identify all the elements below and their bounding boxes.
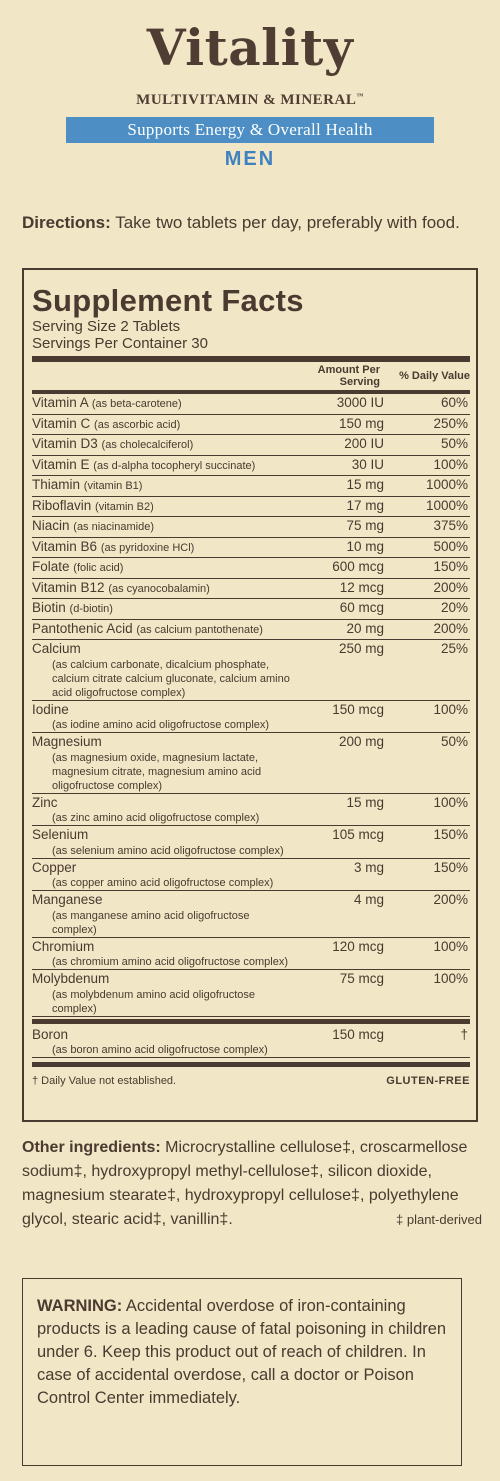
nutrient-dv: 60%: [440, 395, 468, 410]
other-ingredients: [22, 1136, 482, 1232]
table-row: [32, 620, 470, 641]
nutrient-name: Magnesium: [32, 734, 102, 749]
servings-per-container: Servings Per Container 30: [32, 335, 208, 352]
nutrient-note: (as chromium amino acid oligofructose complex): [52, 956, 288, 968]
nutrient-source: (as calcium pantothenate): [136, 623, 263, 636]
warning-box: [22, 1278, 462, 1466]
table-row: [32, 640, 470, 701]
nutrient-dv: 1000%: [425, 497, 468, 513]
nutrient-name: Pantothenic Acid: [32, 620, 133, 636]
nutrient-name: Zinc: [32, 794, 58, 810]
nutrient-dv: 100%: [433, 794, 468, 810]
nutrient-source: (as beta-carotene): [91, 398, 182, 410]
warning-text: Accidental overdose of iron-containing products is a leading cause of fatal poisoning in children under 6. Keep this product out of reach of children. In case of accidental overdose, call a doctor or Poison Control Center immediately.: [37, 1297, 447, 1407]
table-row: [32, 476, 470, 497]
nutrient-source: (as cholecalciferol): [101, 439, 194, 451]
nutrient-source: (vitamin B2): [95, 500, 154, 513]
nutrient-dv: 200%: [433, 579, 468, 595]
nutrient-amount: 60 mcg: [339, 600, 384, 615]
dv-header: % Daily Value: [399, 370, 470, 382]
nutrient-dv: 50%: [440, 734, 468, 749]
nutrient-dv: 150%: [433, 827, 468, 842]
directions-text: Take two tablets per day, preferably with food.: [110, 213, 460, 232]
brand-name: Vitality: [146, 18, 354, 77]
table-row: [32, 701, 470, 734]
nutrient-list: [32, 394, 476, 1017]
nutrient-name: Manganese: [32, 892, 103, 907]
nutrient-dv: 200%: [433, 892, 468, 907]
nutrient-dv: 50%: [440, 436, 468, 451]
nutrient-source: (vitamin B1): [83, 480, 143, 492]
nutrient-amount: 600 mcg: [332, 559, 384, 574]
nutrient-source: (folic acid): [73, 562, 124, 574]
nutrient-note: (as manganese amino acid oligofructose complex): [52, 909, 250, 936]
product-header: [0, 0, 500, 174]
nutrient-name: Vitamin B6: [32, 538, 98, 554]
table-row: [32, 599, 470, 620]
table-row: [32, 733, 470, 794]
nutrient-dv: †: [460, 1026, 468, 1042]
nutrient-name: Selenium: [32, 827, 89, 842]
nutrient-source: (as d-alpha tocopheryl succinate): [93, 459, 256, 472]
nutrient-dv: 100%: [433, 701, 468, 717]
nutrient-name: Molybdenum: [32, 971, 110, 986]
table-row: [32, 794, 470, 827]
nutrient-source: (d-biotin): [69, 603, 113, 615]
plant-derived-note: ‡ plant-derived: [396, 1212, 482, 1227]
nutrient-amount: 120 mcg: [332, 938, 384, 954]
nutrient-note: (as selenium amino acid oligofructose complex): [52, 844, 284, 857]
divider-thick-bottom: [32, 1062, 470, 1067]
nutrient-source: (as pyridoxine HCl): [100, 541, 195, 554]
nutrient-amount: 75 mcg: [339, 971, 384, 986]
table-row: [32, 456, 470, 477]
table-row: [32, 891, 470, 938]
dv-footnote: † Daily Value not established.: [32, 1075, 177, 1087]
serving-size: Serving Size 2 Tablets: [32, 318, 181, 335]
nutrient-amount: 3000 IU: [336, 395, 384, 410]
nutrient-name: Thiamin: [32, 477, 81, 492]
nutrient-dv: 250%: [433, 415, 468, 431]
nutrient-note: (as magnesium oxide, magnesium lactate, magnesium citrate, magnesium amino acid oligofructose complex): [52, 751, 262, 792]
nutrient-dv: 200%: [433, 620, 468, 636]
facts-title: Supplement Facts: [32, 283, 304, 318]
table-row: [32, 415, 470, 436]
audience-label: MEN: [224, 148, 276, 170]
nutrient-amount: 20 mg: [346, 620, 384, 636]
nutrient-name: Biotin: [32, 600, 66, 615]
nutrient-dv: 100%: [433, 456, 468, 472]
nutrient-dv: 150%: [433, 859, 468, 875]
nutrient-dv: 1000%: [425, 477, 468, 492]
nutrient-dv: 100%: [433, 971, 468, 986]
nutrient-source: (as ascorbic acid): [94, 418, 181, 431]
table-row: [32, 435, 470, 456]
nutrient-name: Chromium: [32, 938, 95, 954]
table-row: [32, 394, 470, 415]
directions-label: Directions:: [22, 213, 111, 232]
nutrient-amount: 150 mg: [338, 415, 384, 431]
nutrient-name: Riboflavin: [32, 497, 92, 513]
nutrient-note: (as boron amino acid oligofructose complex): [52, 1044, 268, 1056]
nutrient-amount: 17 mg: [346, 497, 384, 513]
other-ingredients-text: Microcrystalline cellulose‡, croscarmellose sodium‡, hydroxypropyl methyl-cellulose‡, silicon dioxide, magnesium stearate‡, hydroxypropyl cellulose‡, polyethylene glycol, stearic acid‡, vanillin‡.: [22, 1139, 468, 1228]
directions: [22, 210, 482, 235]
table-row: [32, 826, 470, 859]
table-row: [32, 538, 470, 559]
nutrient-name: Folate: [32, 559, 70, 574]
nutrient-note: (as zinc amino acid oligofructose complex): [52, 812, 260, 824]
nutrient-note: (as copper amino acid oligofructose complex): [52, 877, 274, 889]
warning-label: WARNING:: [37, 1297, 123, 1315]
other-ingredients-label: Other ingredients:: [22, 1139, 161, 1156]
nutrient-amount: 10 mg: [346, 538, 384, 554]
nutrient-amount: 3 mg: [353, 859, 384, 875]
benefit-banner: Supports Energy & Overall Health: [66, 117, 434, 143]
nutrient-dv: 500%: [433, 538, 468, 554]
nutrient-name: Vitamin A: [32, 395, 89, 410]
trademark-mark: ™: [356, 92, 364, 100]
nutrient-amount: 75 mg: [346, 518, 384, 533]
nutrient-dv: 100%: [433, 938, 468, 954]
amount-header: Amount Per Serving: [317, 364, 380, 388]
product-subtitle: [0, 92, 500, 109]
nutrient-dv: 25%: [440, 641, 468, 656]
nutrient-name: Vitamin E: [32, 456, 90, 472]
supplement-facts-panel: [22, 268, 478, 1122]
nutrient-amount: 15 mg: [346, 477, 384, 492]
nutrient-dv: 375%: [433, 518, 468, 533]
table-row: [32, 938, 470, 971]
nutrient-name: Copper: [32, 859, 77, 875]
nutrient-amount: 150 mcg: [332, 1026, 384, 1042]
nutrient-amount: 150 mcg: [332, 701, 384, 717]
nutrient-amount: 4 mg: [353, 892, 384, 907]
table-row: [32, 579, 470, 600]
gluten-free-badge: GLUTEN-FREE: [386, 1075, 470, 1087]
nutrient-name: Niacin: [32, 518, 70, 533]
nutrient-note: (as iodine amino acid oligofructose complex): [52, 719, 270, 731]
nutrient-amount: 200 IU: [344, 436, 384, 451]
nutrient-amount: 200 mg: [338, 734, 384, 749]
nutrient-name: Boron: [32, 1026, 69, 1042]
nutrient-dv: 20%: [440, 600, 468, 615]
nutrient-dv: 150%: [433, 559, 468, 574]
column-headers: [32, 362, 470, 390]
nutrient-name: Vitamin D3: [32, 436, 98, 451]
nutrient-amount: 30 IU: [351, 456, 384, 472]
table-row: [32, 517, 470, 538]
facts-footer: [32, 1075, 470, 1087]
subtitle-text: MULTIVITAMIN & MINERAL: [136, 92, 357, 108]
table-row: [32, 558, 470, 579]
nutrient-amount: 105 mcg: [332, 827, 384, 842]
table-row: [32, 497, 470, 518]
nutrient-note: (as calcium carbonate, dicalcium phosphate, calcium citrate calcium gluconate, calcium amino acid oligofructose complex): [52, 658, 290, 699]
nutrient-source: (as cyanocobalamin): [108, 582, 210, 595]
nutrient-name: Vitamin C: [32, 415, 91, 431]
table-row: [32, 970, 470, 1017]
table-row-boron: [32, 1024, 470, 1059]
table-row: [32, 859, 470, 892]
nutrient-note: (as molybdenum amino acid oligofructose complex): [52, 988, 255, 1015]
nutrient-name: Calcium: [32, 641, 81, 656]
nutrient-amount: 15 mg: [346, 794, 384, 810]
nutrient-source: (as niacinamide): [73, 521, 154, 533]
nutrient-name: Iodine: [32, 701, 69, 717]
nutrient-amount: 250 mg: [338, 641, 384, 656]
nutrient-amount: 12 mcg: [339, 579, 384, 595]
nutrient-name: Vitamin B12: [32, 579, 105, 595]
